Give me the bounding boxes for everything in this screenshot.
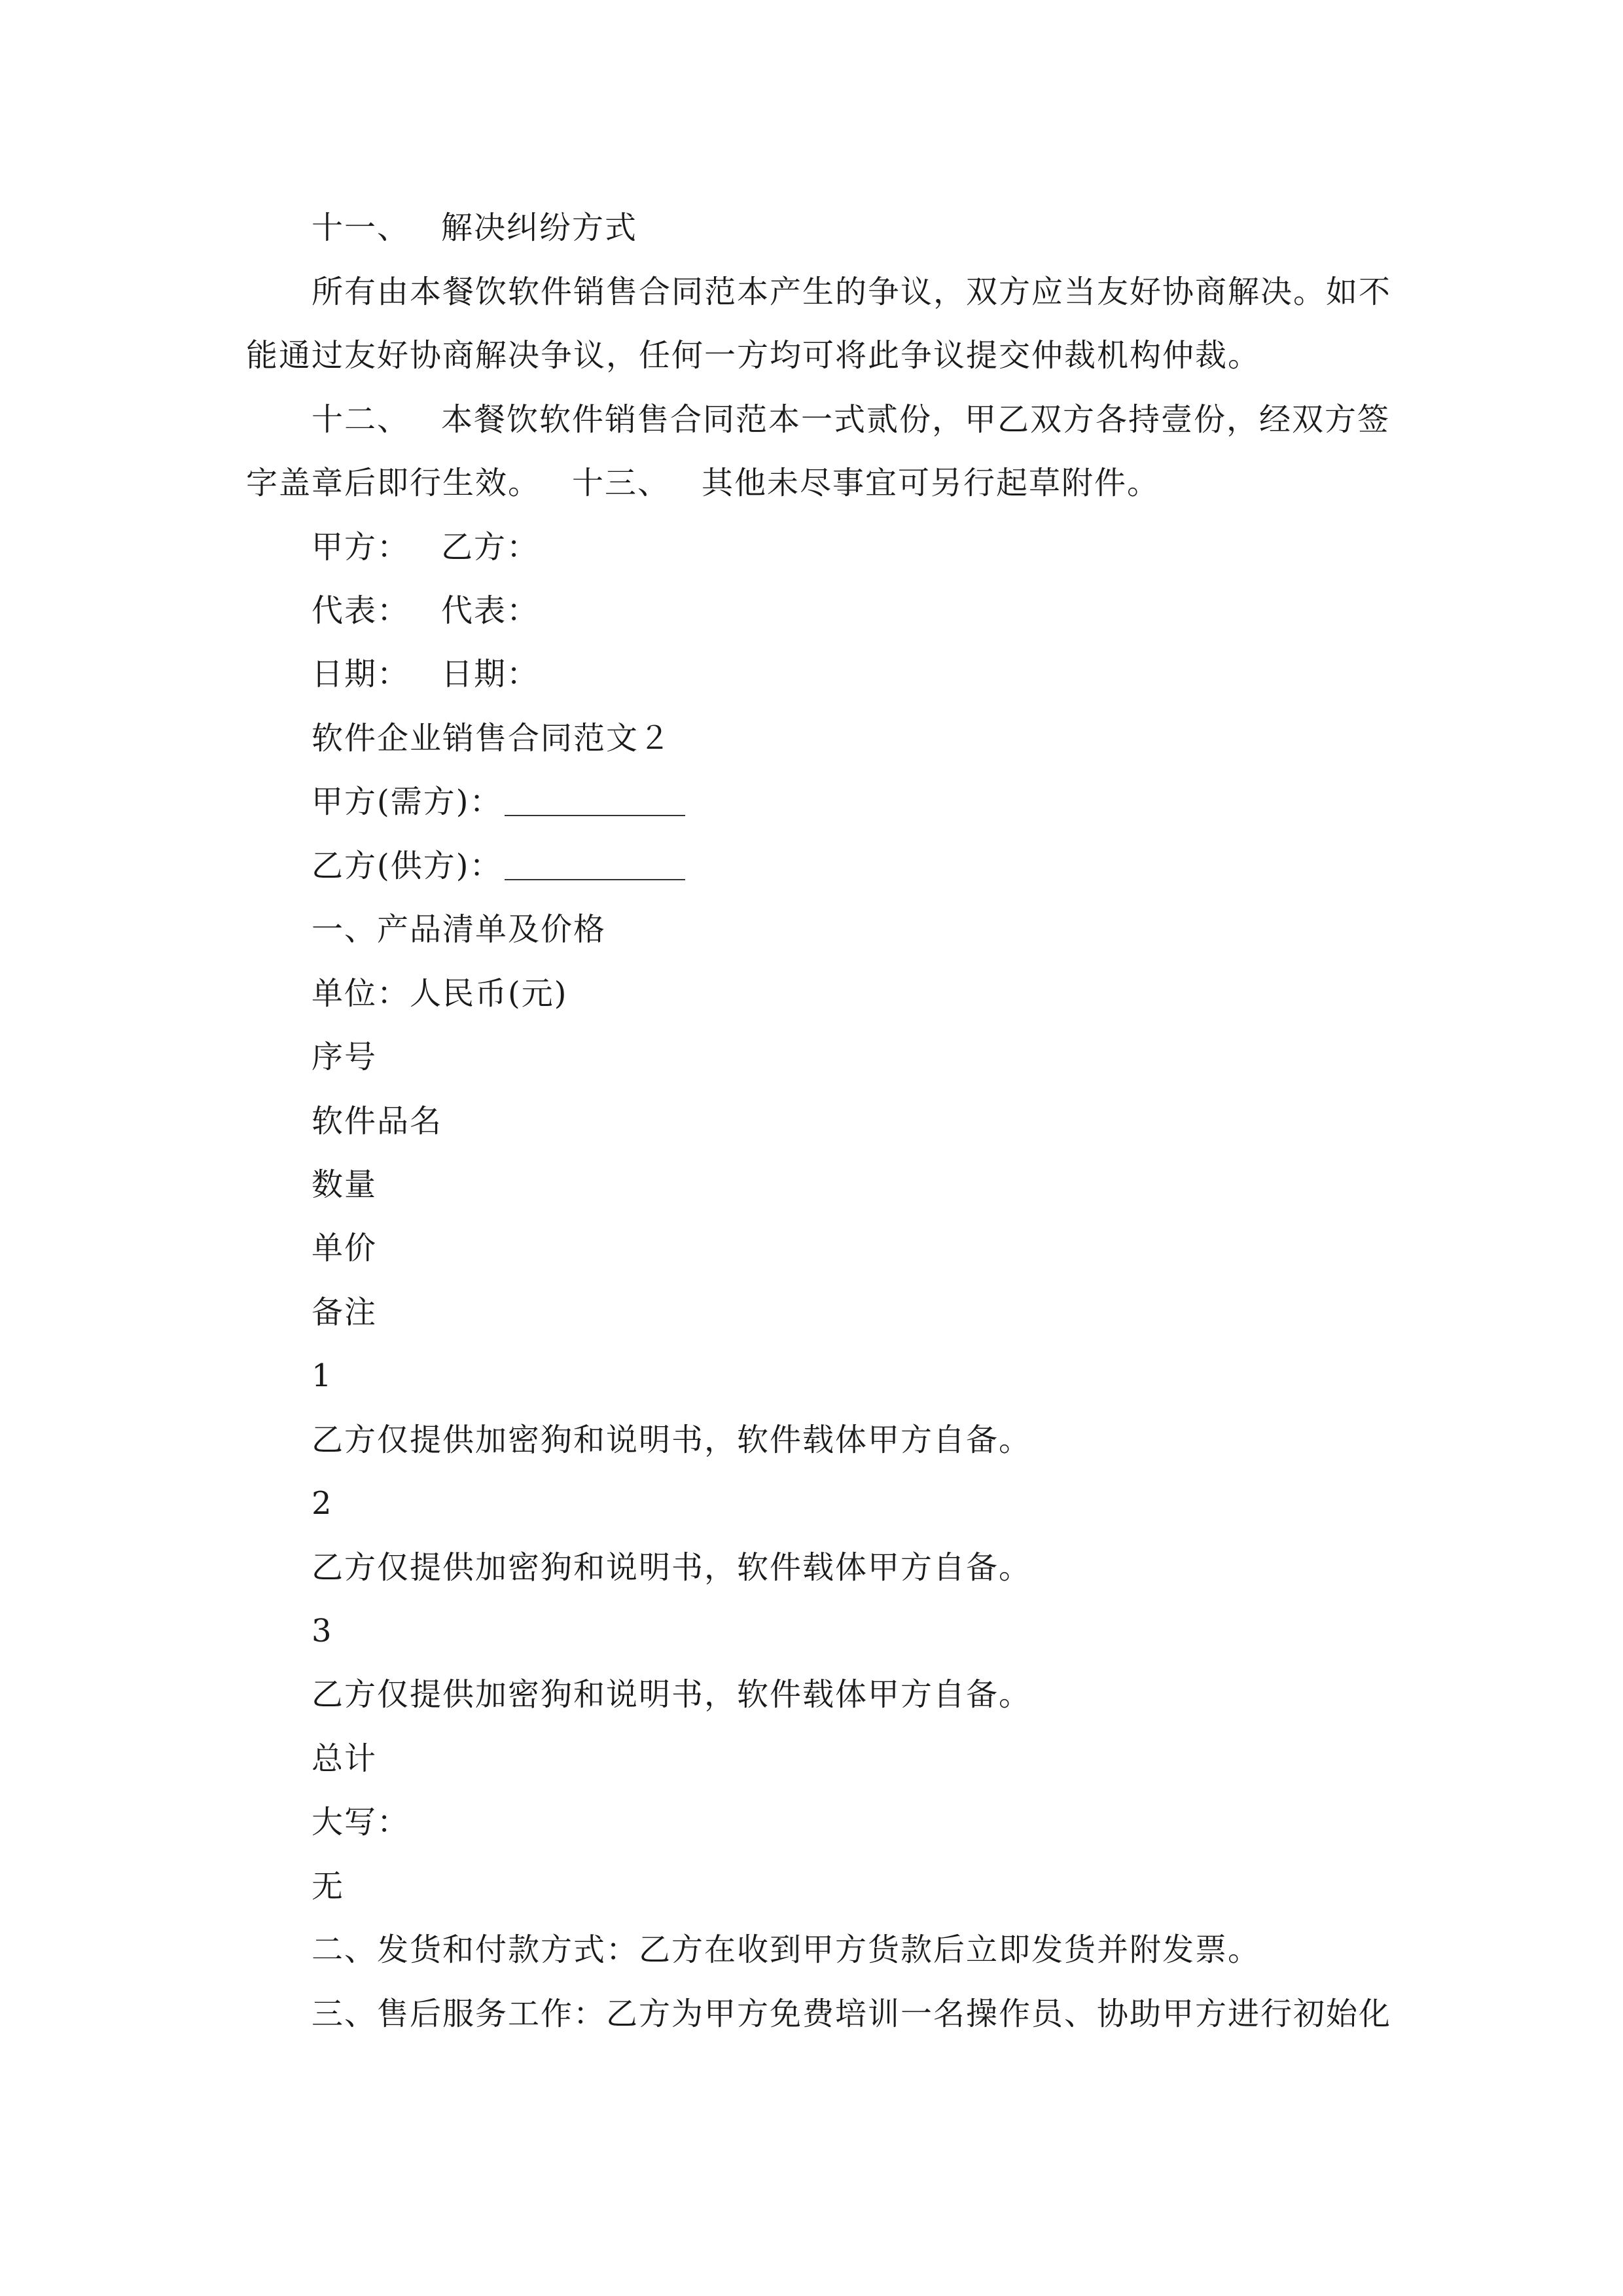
section-3-text: 三、售后服务工作：乙方为甲方免费培训一名操作员、协助甲方进行初始化	[312, 1996, 1392, 2032]
table-row-2-no: 2	[312, 1485, 333, 1522]
capital-label: 大写：	[312, 1804, 410, 1840]
party-a-label: 甲方：	[312, 529, 410, 565]
buyer-label: 甲方(需方)：	[312, 783, 503, 820]
rep-a-label: 代表：	[312, 592, 410, 629]
section-13-number: 十三、	[572, 465, 671, 501]
section-13-text: 其他未尽事宜可另行起草附件。	[702, 465, 1160, 501]
section-12-text-end: 字盖章后即行生效。	[246, 465, 541, 501]
section-12-number: 十二、	[312, 401, 410, 438]
rep-b-label: 代表：	[441, 592, 540, 629]
table-header-qty: 数量	[312, 1166, 378, 1203]
section-11-heading	[312, 208, 637, 247]
signature-party-row	[312, 528, 539, 567]
signature-rep-row	[312, 591, 539, 630]
section-11-paragraph-line1: 所有由本餐饮软件销售合同范本产生的争议，双方应当友好协商解决。如不	[312, 274, 1392, 310]
party-b-label: 乙方：	[441, 529, 540, 565]
table-header-no: 序号	[312, 1039, 378, 1075]
table-row-1-note: 乙方仅提供加密狗和说明书，软件载体甲方自备。	[312, 1422, 1032, 1458]
table-row-3-no: 3	[312, 1613, 333, 1649]
section-11-number: 十一、	[312, 209, 410, 246]
none-label: 无	[312, 1868, 345, 1905]
table-row-1-no: 1	[312, 1357, 333, 1394]
section-12-text: 本餐饮软件销售合同范本一式贰份，甲乙双方各持壹份，经双方签	[441, 401, 1391, 438]
seller-row	[312, 846, 685, 886]
total-label: 总计	[312, 1740, 378, 1777]
date-b-label: 日期：	[441, 656, 540, 692]
section-2-text: 二、发货和付款方式：乙方在收到甲方货款后立即发货并附发票。	[312, 1931, 1261, 1968]
section-1-title: 一、产品清单及价格	[312, 911, 607, 948]
section-12-line2	[246, 463, 1160, 503]
table-row-3-note: 乙方仅提供加密狗和说明书，软件载体甲方自备。	[312, 1676, 1032, 1713]
template-2-title: 软件企业销售合同范文２	[312, 720, 672, 757]
buyer-blank-line	[505, 786, 685, 816]
buyer-row	[312, 782, 685, 821]
section-11-paragraph-line2: 能通过友好协商解决争议，任何一方均可将此争议提交仲裁机构仲裁。	[246, 337, 1261, 374]
table-header-note: 备注	[312, 1294, 378, 1331]
table-header-name: 软件品名	[312, 1103, 443, 1139]
unit-label: 单位：人民币(元)	[312, 975, 568, 1012]
section-11-title: 解决纠纷方式	[441, 209, 638, 246]
table-header-price: 单价	[312, 1230, 378, 1266]
date-a-label: 日期：	[312, 656, 410, 692]
signature-date-row	[312, 655, 539, 694]
seller-label: 乙方(供方)：	[312, 848, 503, 884]
section-12-line1	[312, 400, 1390, 439]
seller-blank-line	[505, 850, 685, 880]
table-row-2-note: 乙方仅提供加密狗和说明书，软件载体甲方自备。	[312, 1549, 1032, 1586]
